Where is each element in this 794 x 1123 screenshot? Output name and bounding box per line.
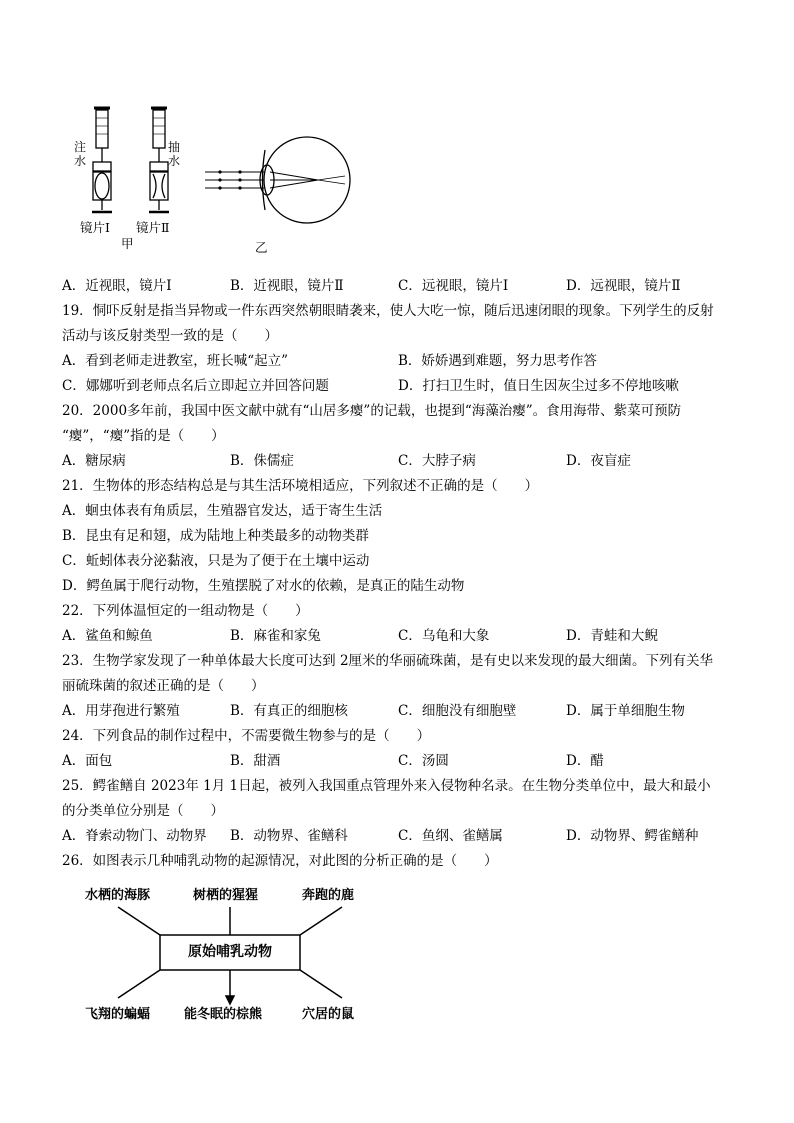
q23-option-a: A．用芽孢进行繁殖 [62, 703, 180, 719]
label-jia: 甲 [121, 236, 134, 251]
q19-option-b: B．娇娇遇到难题，努力思考作答 [398, 353, 597, 369]
q24-stem-line1: 24．下列食品的制作过程中，不需要微生物参与的是（ ） [62, 728, 431, 744]
q24-option-c: C．汤圆 [398, 753, 449, 769]
fig26-bottom-mouse: 穴居的鼠 [302, 1007, 355, 1022]
label-inject-water: 注水 [74, 140, 87, 168]
q22-option-c: C．乌龟和大象 [398, 628, 490, 644]
fig26-bottom-bat: 飞翔的蝙蝠 [85, 1007, 151, 1022]
fig26-top-deer: 奔跑的鹿 [302, 888, 355, 903]
q21-option-b: B．昆虫有足和翅，成为陆地上种类最多的动物类群 [62, 528, 369, 544]
q24-option-b: B．甜酒 [230, 753, 281, 769]
q18-option-d: D．远视眼，镜片Ⅱ [566, 278, 681, 294]
fig26-top-orangutan: 树栖的猩猩 [193, 888, 259, 903]
fig26-top-dolphin: 水栖的海豚 [85, 888, 151, 903]
q19-option-a: A．看到老师走进教室，班长喊“起立” [62, 353, 289, 369]
q25-stem-line1: 25．鳄雀鳝自 2023年 1月 1日起，被列入我国重点管理外来入侵物种名录。在生物分类单位中，最大和最小 [62, 778, 711, 794]
q19-option-d: D．打扫卫生时，值日生因灰尘过多不停地咳嗽 [398, 378, 679, 394]
fig26-center-label: 原始哺乳动物 [188, 944, 272, 960]
label-lens-2: 镜片Ⅱ [136, 220, 170, 235]
q21-option-d: D．鳄鱼属于爬行动物，生殖摆脱了对水的依赖，是真正的陆生动物 [62, 578, 465, 594]
q18-option-b: B．近视眼，镜片Ⅱ [230, 278, 344, 294]
q25-stem-line2: 的分类单位分别是（ ） [62, 803, 224, 819]
q23-option-b: B．有真正的细胞核 [230, 703, 348, 719]
label-draw-water: 抽水 [168, 140, 181, 168]
q19-stem-line1: 19．恫吓反射是指当异物或一件东西突然朝眼睛袭来，使人大吃一惊，随后迅速闭眼的现象。下列学生的反射 [62, 303, 714, 319]
q21-stem-line1: 21．生物体的形态结构总是与其生活环境相适应，下列叙述不正确的是（ ） [62, 478, 539, 494]
q23-option-c: C．细胞没有细胞壁 [398, 703, 517, 719]
q19-option-c: C．娜娜听到老师点名后立即起立并回答问题 [62, 378, 329, 394]
q23-stem-line2: 丽硫珠菌的叙述正确的是（ ） [62, 678, 265, 694]
q22-option-a: A．鲨鱼和鲸鱼 [62, 628, 153, 644]
q18-option-c: C．远视眼，镜片Ⅰ [398, 278, 509, 294]
q21-option-c: C．蚯蚓体表分泌黏液，只是为了便于在土壤中运动 [62, 553, 370, 569]
label-lens-1: 镜片Ⅰ [80, 220, 110, 235]
q25-option-b: B．动物界、雀鳝科 [230, 828, 348, 844]
q26-stem-line1: 26．如图表示几种哺乳动物的起源情况，对此图的分析正确的是（ ） [62, 853, 498, 869]
q23-option-d: D．属于单细胞生物 [566, 703, 685, 719]
q20-option-a: A．糖尿病 [62, 453, 126, 469]
q25-option-a: A．脊索动物门、动物界 [62, 828, 207, 844]
q20-stem-line2: “瘿”，“瘿”指的是（ ） [62, 428, 225, 444]
q19-stem-line2: 活动与该反射类型一致的是（ ） [62, 328, 278, 344]
q25-option-c: C．鱼纲、雀鳝属 [398, 828, 503, 844]
q24-option-a: A．面包 [62, 753, 113, 769]
q20-option-c: C．大脖子病 [398, 453, 476, 469]
q23-stem-line1: 23．生物学家发现了一种单体最大长度可达到 2厘米的华丽硫珠菌，是有史以来发现的最大细菌。下列有关华 [62, 653, 714, 669]
q22-option-d: D．青蛙和大鲵 [566, 628, 658, 644]
q18-option-a: A．近视眼，镜片Ⅰ [62, 278, 172, 294]
q25-option-d: D．动物界、鳄雀鳝种 [566, 828, 699, 844]
q21-option-a: A．蛔虫体表有角质层，生殖器官发达，适于寄生生活 [62, 503, 383, 519]
label-yi: 乙 [255, 240, 268, 255]
fig26-bottom-bear: 能冬眠的棕熊 [184, 1007, 263, 1022]
q20-option-d: D．夜盲症 [566, 453, 631, 469]
q24-option-d: D．醋 [566, 753, 604, 769]
q20-option-b: B．侏儒症 [230, 453, 294, 469]
q20-stem-line1: 20．2000多年前，我国中医文献中就有“山居多瘿”的记载，也提到“海藻治瘿”。食用海带、紫菜可预防 [62, 403, 682, 419]
q22-stem-line1: 22．下列体温恒定的一组动物是（ ） [62, 603, 309, 619]
q22-option-b: B．麻雀和家兔 [230, 628, 321, 644]
figure-18 [60, 100, 380, 265]
